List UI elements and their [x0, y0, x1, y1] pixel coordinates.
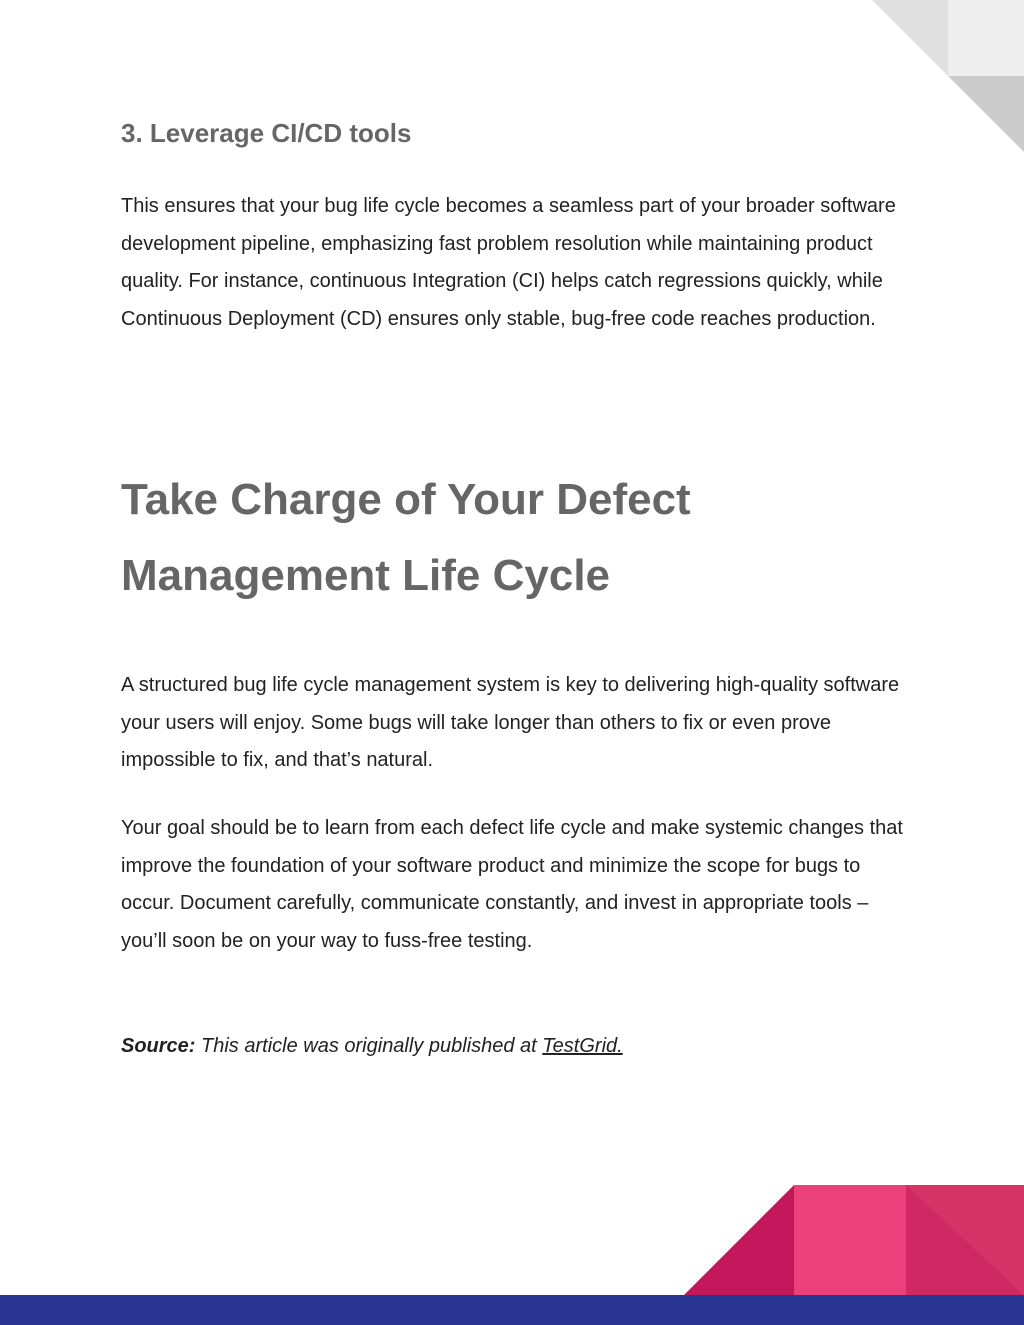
main-heading-line2: Management Life Cycle: [121, 551, 611, 600]
corner-decoration-top: [872, 0, 1024, 152]
conclusion-paragraph-1: A structured bug life cycle management system is key to delivering high-quality software your users will enjoy. Some bugs will take longer than others to fix or even prove impossible to fix, and that’s natural.: [121, 674, 900, 772]
cicd-paragraph: This ensures that your bug life cycle becomes a seamless part of your broader software development pipeline, emphasizing fast problem resolution while maintaining product quality. For instance, continuous Integration (CI) helps catch regressions quickly, while Continuous Deployment (CD) ensures only stable, bug-free code reaches production.: [121, 195, 896, 330]
footer-bar: [0, 1295, 1024, 1325]
conclusion-paragraph-2: Your goal should be to learn from each defect life cycle and make systemic changes that improve the foundation of your software product and minimize the scope for bugs to occur. Document carefully, communicate constantly, and invest in appropriate tools – you’ll soon be on your way to fuss-free testing.: [121, 817, 903, 952]
main-heading: [121, 462, 911, 614]
source-text: This article was originally published at: [195, 1035, 543, 1057]
source-link[interactable]: TestGrid.: [542, 1035, 623, 1057]
source-line: [121, 1028, 911, 1066]
section-subheading: 3. Leverage CI/CD tools: [121, 118, 412, 148]
main-heading-line1: Take Charge of Your Defect: [121, 475, 691, 524]
source-label: Source:: [121, 1035, 196, 1057]
